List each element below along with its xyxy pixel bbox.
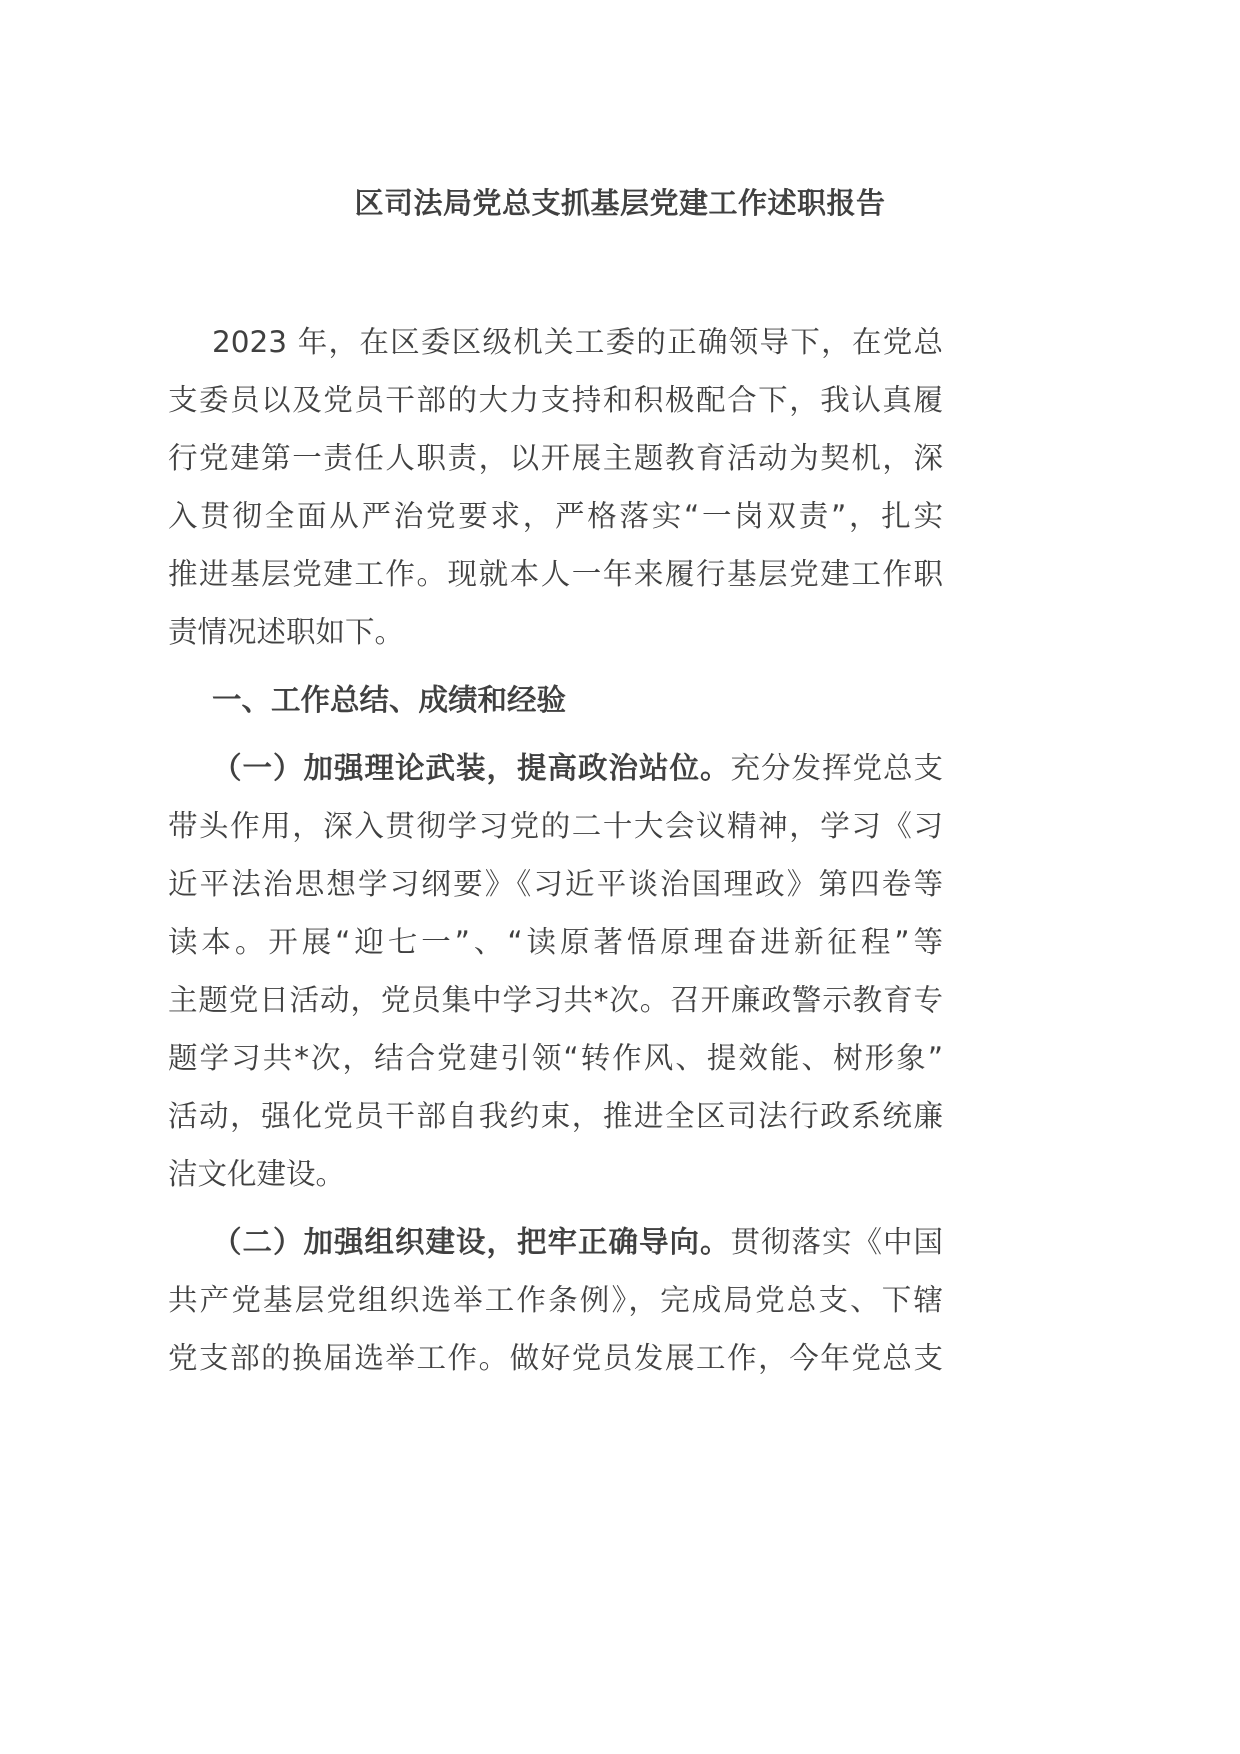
subsection-2-paragraph <box>168 1213 943 1387</box>
paragraph-line: 支委员以及党员干部的大力支持和积极配合下，我认真履 <box>168 383 943 417</box>
paragraph-text: 贯彻落实《中国 <box>730 1225 943 1259</box>
intro-paragraph <box>168 313 943 661</box>
paragraph-line: 共产党基层党组织选举工作条例》，完成局党总支、下辖 <box>168 1283 943 1317</box>
paragraph-line: 活动，强化党员干部自我约束，推进全区司法行政系统廉 <box>168 1099 943 1133</box>
paragraph-line: 题学习共*次，结合党建引领“转作风、提效能、树形象” <box>168 1041 943 1075</box>
document-title: 区司法局党总支抓基层党建工作述职报告 <box>354 186 886 220</box>
subsection-heading: （二）加强组织建设，把牢正确导向。 <box>212 1225 731 1259</box>
paragraph-line: 主题党日活动，党员集中学习共*次。召开廉政警示教育专 <box>168 983 943 1017</box>
paragraph-line: 带头作用，深入贯彻学习党的二十大会议精神，学习《习 <box>168 809 943 843</box>
paragraph-line: 行党建第一责任人职责，以开展主题教育活动为契机，深 <box>168 441 943 475</box>
paragraph-line: 入贯彻全面从严治党要求，严格落实“一岗双责”，扎实 <box>168 499 943 533</box>
paragraph-line: 责情况述职如下。 <box>168 615 405 649</box>
paragraph-line: 2023 年，在区委区级机关工委的正确领导下，在党总 <box>212 325 943 359</box>
section-heading: 一、工作总结、成绩和经验 <box>212 683 567 717</box>
subsection-heading: （一）加强理论武装，提高政治站位。 <box>212 751 731 785</box>
paragraph-line: 近平法治思想学习纲要》《习近平谈治国理政》第四卷等 <box>168 867 943 901</box>
paragraph-line: 推进基层党建工作。现就本人一年来履行基层党建工作职 <box>168 557 943 591</box>
document-body <box>168 313 943 1387</box>
paragraph-line <box>168 1213 943 1271</box>
paragraph-text: 充分发挥党总支 <box>730 751 943 785</box>
paragraph-line: 洁文化建设。 <box>168 1157 346 1191</box>
subsection-1-paragraph <box>168 739 943 1203</box>
paragraph-line: 党支部的换届选举工作。做好党员发展工作，今年党总支 <box>168 1341 943 1375</box>
paragraph-line <box>168 739 943 797</box>
paragraph-line: 读本。开展“迎七一”、“读原著悟原理奋进新征程”等 <box>168 925 943 959</box>
